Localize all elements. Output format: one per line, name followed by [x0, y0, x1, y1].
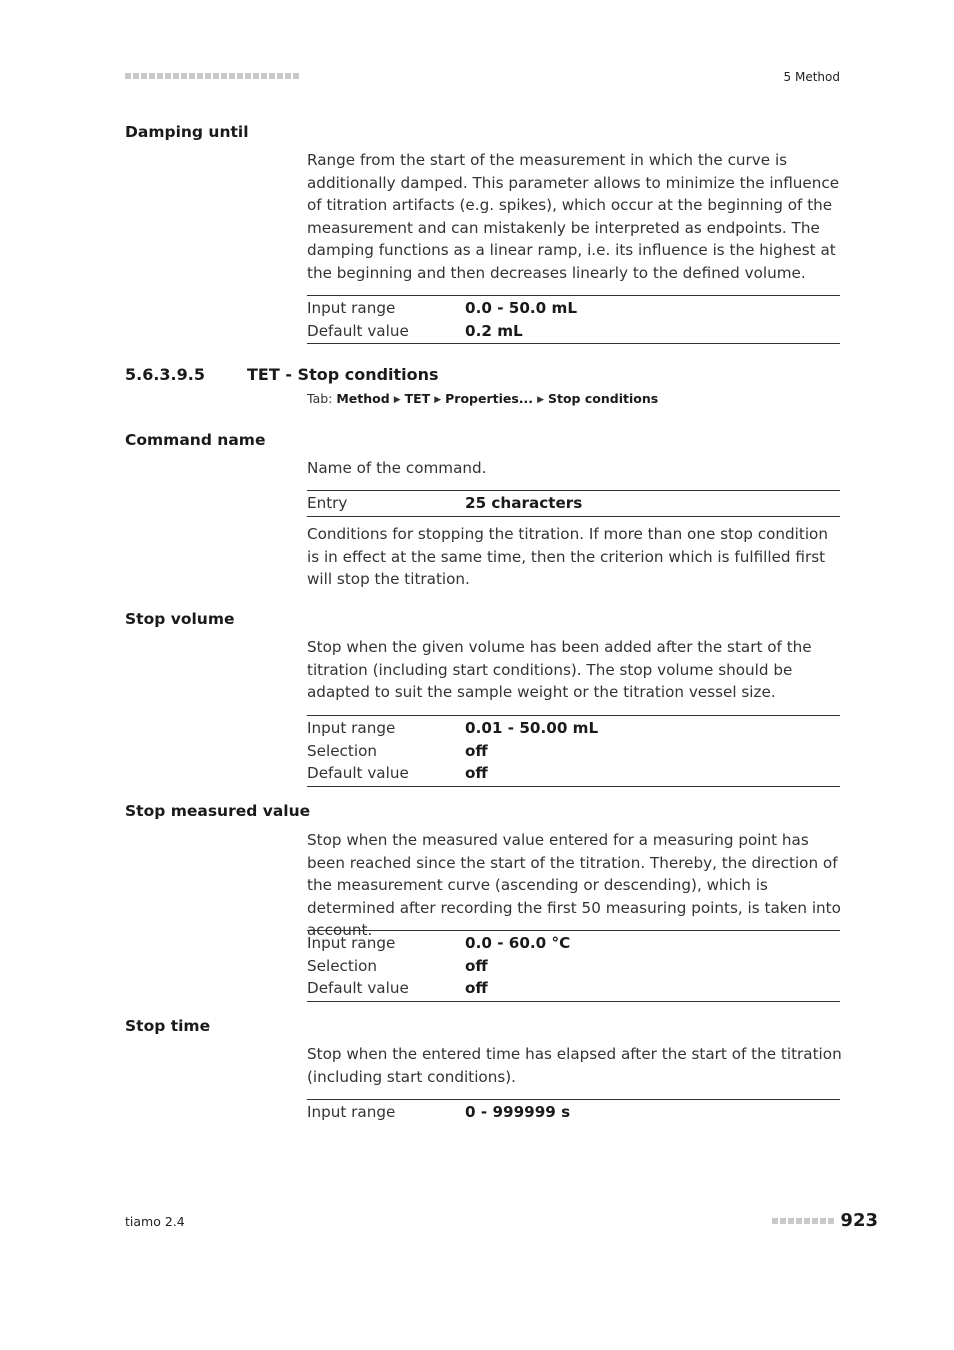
dot-decoration	[149, 73, 155, 79]
param-table-damping	[307, 295, 840, 344]
table-key: Default value	[307, 764, 409, 782]
dot-decoration	[277, 73, 283, 79]
table-value: off	[465, 764, 488, 782]
dot-decoration	[293, 73, 299, 79]
table-key: Input range	[307, 299, 396, 317]
param-table-command-name	[307, 490, 840, 517]
dot-decoration	[181, 73, 187, 79]
table-row	[307, 977, 840, 1000]
param-title-stop-time: Stop time	[125, 1017, 211, 1035]
dot-decoration	[788, 1218, 794, 1224]
dot-decoration	[772, 1218, 778, 1224]
table-row	[307, 740, 840, 763]
table-value: 0.01 - 50.00 mL	[465, 719, 599, 737]
table-row	[307, 717, 840, 740]
param-description-damping: Range from the start of the measurement in which the curve is additionally damped. This parameter allows to minimize the influence of titration artifacts (e.g. spikes), which occur at the beginning of the measurement and can mistakenly be interpreted as endpoints. The damping functions as a linear ramp, i.e. its influence is the highest at the beginning and then decreases linearly to the defined volume.	[307, 151, 840, 282]
dot-decoration	[237, 73, 243, 79]
dot-decoration	[780, 1218, 786, 1224]
dot-decoration	[125, 73, 131, 79]
page-number: 923	[840, 1210, 878, 1231]
dot-decoration	[157, 73, 163, 79]
footer-decoration	[772, 1218, 834, 1224]
table-key: Default value	[307, 979, 409, 997]
table-value: 0 - 999999 s	[465, 1103, 571, 1121]
header-decoration	[125, 73, 299, 79]
tab-path	[307, 391, 658, 406]
table-row	[307, 932, 840, 955]
triangle-right-icon: ▶	[393, 395, 401, 405]
table-key: Default value	[307, 321, 409, 340]
table-key: Selection	[307, 956, 377, 975]
dot-decoration	[269, 73, 275, 79]
param-title-command-name: Command name	[125, 431, 266, 449]
param-table-stop-time	[307, 1099, 840, 1125]
dot-decoration	[812, 1218, 818, 1224]
dot-decoration	[221, 73, 227, 79]
tab-path-item: Stop conditions	[547, 391, 659, 406]
tab-path-item: TET	[404, 391, 431, 406]
dot-decoration	[285, 73, 291, 79]
dot-decoration	[205, 73, 211, 79]
section-number: 5.6.3.9.5	[125, 365, 205, 384]
table-value: off	[465, 956, 488, 975]
table-value: 0.0 - 60.0 °C	[465, 934, 571, 952]
table-key: Input range	[307, 719, 396, 737]
dot-decoration	[189, 73, 195, 79]
dot-decoration	[229, 73, 235, 79]
param-description-stop-measured-value: Stop when the measured value entered for a measuring point has been reached since the start of the titration. Thereby, the direction of the measurement curve (ascending or descending), which is determined after recording the first 50 measuring points, is taken into account.	[307, 831, 841, 939]
dot-decoration	[197, 73, 203, 79]
param-table-stop-measured-value	[307, 930, 840, 1002]
product-label: tiamo 2.4	[125, 1214, 185, 1229]
dot-decoration	[141, 73, 147, 79]
table-value: 0.0 - 50.0 mL	[465, 299, 578, 317]
dot-decoration	[828, 1218, 834, 1224]
page-number-area	[772, 1210, 878, 1231]
dot-decoration	[820, 1218, 826, 1224]
table-key: Input range	[307, 1103, 396, 1121]
dot-decoration	[133, 73, 139, 79]
param-description-stop-time: Stop when the entered time has elapsed after the start of the titration (including start conditions).	[307, 1045, 842, 1086]
tab-prefix: Tab:	[307, 391, 333, 406]
table-key: Entry	[307, 494, 348, 512]
table-key: Input range	[307, 934, 396, 952]
table-row	[307, 297, 840, 320]
chapter-label: 5 Method	[783, 70, 840, 84]
triangle-right-icon: ▶	[434, 395, 442, 405]
table-value: off	[465, 741, 488, 760]
dot-decoration	[173, 73, 179, 79]
param-table-stop-volume	[307, 715, 840, 787]
dot-decoration	[796, 1218, 802, 1224]
param-title-stop-volume: Stop volume	[125, 610, 235, 628]
dot-decoration	[165, 73, 171, 79]
triangle-right-icon: ▶	[537, 395, 544, 405]
param-description-stop-volume: Stop when the given volume has been added after the start of the titration (including start conditions). The stop volume should be adapted to suit the sample weight or the titration vessel size.	[307, 638, 812, 701]
table-row	[307, 762, 840, 785]
dot-decoration	[245, 73, 251, 79]
table-key: Selection	[307, 741, 377, 760]
param-title-damping: Damping until	[125, 123, 249, 141]
dot-decoration	[261, 73, 267, 79]
tab-path-item: Properties...	[445, 391, 534, 406]
dot-decoration	[213, 73, 219, 79]
dot-decoration	[804, 1218, 810, 1224]
tab-path-item: Method	[336, 391, 390, 406]
section-title: TET - Stop conditions	[247, 365, 439, 384]
table-row	[307, 955, 840, 978]
table-value: 25 characters	[465, 494, 583, 512]
stop-conditions-note: Conditions for stopping the titration. If more than one stop condition is in effect at the same time, then the criterion which is fulfilled first will stop the titration.	[307, 525, 828, 588]
dot-decoration	[253, 73, 259, 79]
table-row	[307, 1101, 840, 1124]
table-row	[307, 492, 840, 515]
param-description-command-name: Name of the command.	[307, 459, 487, 477]
table-value: 0.2 mL	[465, 321, 523, 340]
table-value: off	[465, 979, 488, 997]
table-row	[307, 320, 840, 343]
param-title-stop-measured-value: Stop measured value	[125, 802, 311, 820]
